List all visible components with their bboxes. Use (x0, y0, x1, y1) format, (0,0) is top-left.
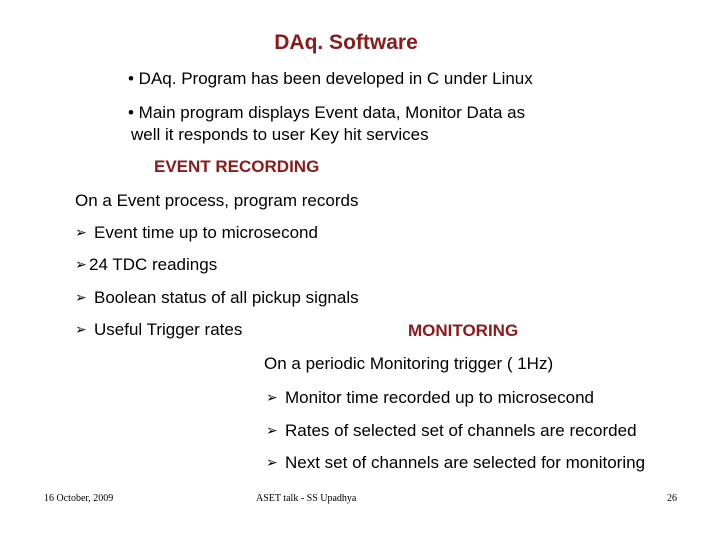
event-item (75, 255, 217, 275)
monitoring-item (266, 453, 645, 473)
intro-bullet-2-continued: well it responds to user Key hit services (131, 125, 429, 144)
monitoring-item (266, 388, 594, 408)
monitoring-item-text: Rates of selected set of channels are recorded (285, 421, 637, 440)
arrow-bullet-icon: ➢ (75, 322, 87, 338)
arrow-bullet-icon: ➢ (75, 257, 87, 273)
event-item-text: 24 TDC readings (89, 255, 218, 274)
monitoring-item (266, 421, 637, 441)
monitoring-item-text: Next set of channels are selected for monitoring (285, 453, 646, 472)
slide-title: DAq. Software (274, 31, 418, 54)
event-item (75, 320, 242, 340)
event-recording-lead: On a Event process, program records (75, 191, 359, 210)
monitoring-lead: On a periodic Monitoring trigger ( 1Hz) (264, 354, 554, 373)
event-recording-heading: EVENT RECORDING (154, 157, 320, 176)
event-item-text: Event time up to microsecond (94, 223, 318, 242)
footer-date: 16 October, 2009 (44, 493, 114, 504)
footer-talk: ASET talk - SS Upadhya (256, 493, 357, 504)
arrow-bullet-icon: ➢ (75, 290, 87, 306)
event-item-text: Useful Trigger rates (94, 320, 243, 339)
intro-bullet-2: • Main program displays Event data, Monitor Data as (128, 103, 526, 122)
event-item (75, 223, 318, 243)
arrow-bullet-icon: ➢ (266, 390, 278, 406)
arrow-bullet-icon: ➢ (75, 225, 87, 241)
monitoring-item-text: Monitor time recorded up to microsecond (285, 388, 594, 407)
arrow-bullet-icon: ➢ (266, 455, 278, 471)
event-item-text: Boolean status of all pickup signals (94, 288, 359, 307)
monitoring-heading: MONITORING (408, 321, 519, 340)
intro-bullet-1: • DAq. Program has been developed in C under Linux (128, 69, 533, 88)
arrow-bullet-icon: ➢ (266, 423, 278, 439)
event-item (75, 288, 359, 308)
footer-page-number: 26 (667, 493, 677, 504)
